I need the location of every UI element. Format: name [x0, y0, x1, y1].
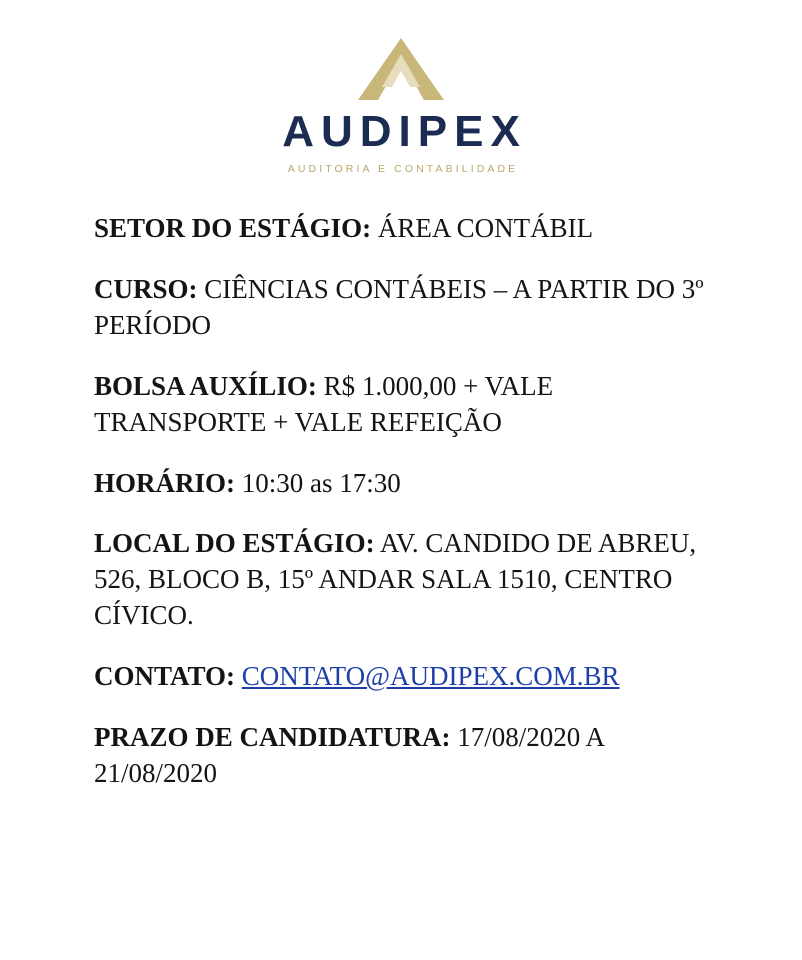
prazo-de-candidatura-value: 17/08/2020 A 21/08/2020 — [94, 722, 604, 788]
setor-do-estagio-label: SETOR DO ESTÁGIO: — [94, 213, 372, 243]
company-logo — [0, 0, 802, 175]
horario-label: HORÁRIO: — [94, 467, 235, 498]
logo-wordmark: AUDIPEX — [282, 107, 527, 156]
horario-value: 10:30 as 17:30 — [235, 467, 401, 498]
curso-value: CIÊNCIAS CONTÁBEIS – A PARTIR DO 3º PERÍODO — [94, 273, 704, 340]
contato-email-link[interactable]: CONTATO@AUDIPEX.COM.BR — [241, 661, 620, 692]
field-horario — [94, 466, 716, 502]
prazo-de-candidatura-label: PRAZO DE CANDIDATURA: — [94, 722, 451, 753]
contato-label: CONTATO: — [94, 661, 236, 692]
field-curso — [94, 272, 716, 344]
field-bolsa-auxilio — [94, 369, 716, 441]
field-setor-do-estagio — [94, 211, 716, 247]
logo-tagline: AUDITORIA E CONTABILIDADE — [287, 163, 519, 175]
mountain-peak-icon — [358, 38, 444, 100]
curso-label: CURSO: — [94, 273, 198, 304]
field-local-do-estagio — [94, 526, 716, 634]
bolsa-auxilio-label: BOLSA AUXÍLIO: — [94, 370, 317, 401]
field-contato — [94, 659, 716, 695]
local-do-estagio-label: LOCAL DO ESTÁGIO: — [94, 528, 375, 559]
field-prazo-de-candidatura — [94, 720, 716, 792]
local-do-estagio-value: AV. CANDIDO DE ABREU, 526, BLOCO B, 15º ANDAR SALA 1510, CENTRO CÍVICO. — [94, 528, 697, 631]
setor-do-estagio-value: ÁREA CONTÁBIL — [371, 213, 594, 243]
bolsa-auxilio-value: R$ 1.000,00 + VALE TRANSPORTE + VALE REFEIÇÃO — [94, 370, 554, 437]
job-posting-details — [0, 175, 802, 792]
